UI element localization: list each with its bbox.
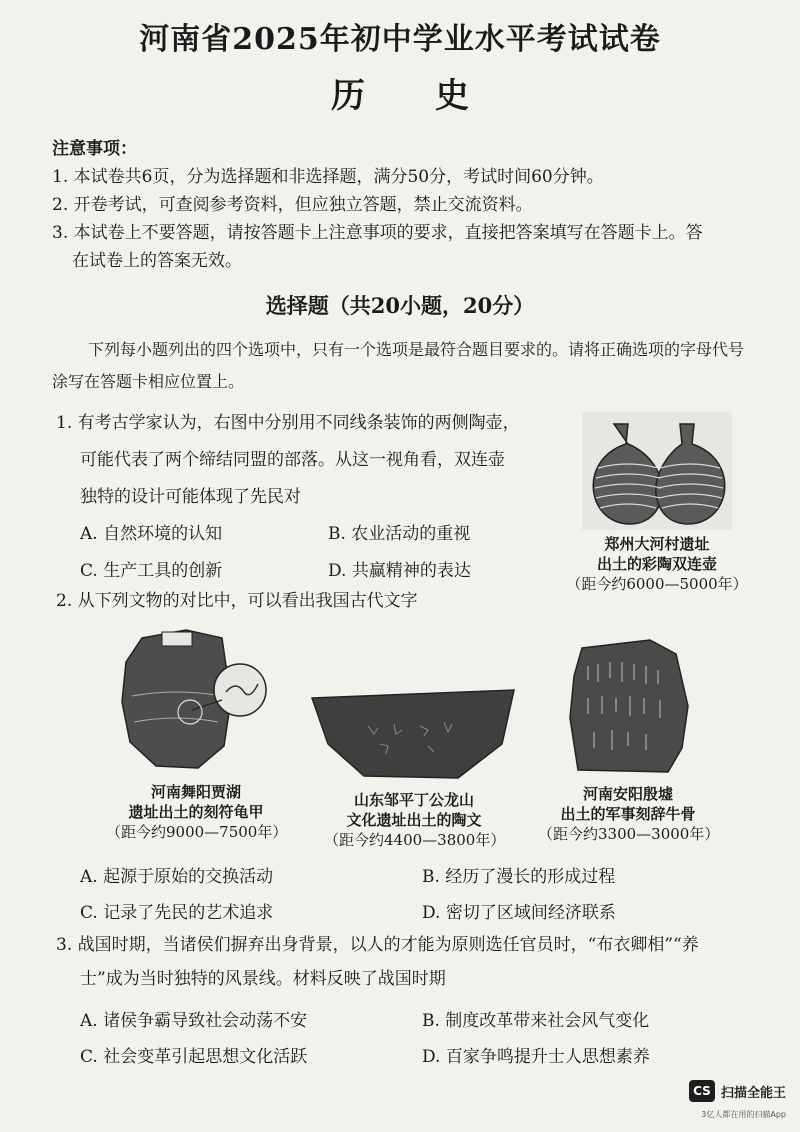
oracle-bone-image xyxy=(564,636,696,776)
question-3-stem: 3. 战国时期，当诸侯们摒弃出身背景，以人的才能为原则选任官员时，“布衣卿相”“养 xyxy=(56,935,699,955)
question-1-stem: 可能代表了两个缔结同盟的部落。从这一视角看，双连壶 xyxy=(80,450,505,470)
pottery-shard-image xyxy=(308,686,520,782)
notice-item: 在试卷上的答案无效。 xyxy=(72,251,242,271)
figure-caption-date: （距今约4400—3800年） xyxy=(324,831,506,849)
scanner-watermark xyxy=(689,1080,786,1102)
question-3-option-a: A. 诸侯争霸导致社会动荡不安 xyxy=(80,1011,308,1031)
question-1-option-b: B. 农业活动的重视 xyxy=(328,524,471,544)
figure-caption-date: （距今约6000—5000年） xyxy=(566,575,748,593)
notice-item: 3. 本试卷上不要答题，请按答题卡上注意事项的要求，直接把答案填写在答题卡上。答 xyxy=(52,223,703,243)
turtle-shell-image xyxy=(112,626,282,774)
question-2-option-d: D. 密切了区域间经济联系 xyxy=(422,903,616,923)
double-pot-image xyxy=(582,412,732,530)
scanner-app-name: 扫描全能王 xyxy=(720,1085,786,1101)
figure-caption: 遗址出土的刻符龟甲 xyxy=(128,803,264,821)
question-2-option-c: C. 记录了先民的艺术追求 xyxy=(80,903,274,923)
section-instruction: 下列每小题列出的四个选项中，只有一个选项是最符合题目要求的。请将正确选项的字母代号涂写在答题卡相应位置上。 xyxy=(52,340,745,391)
scanner-logo-icon: CS xyxy=(689,1080,715,1102)
section-title: 选择题（共20小题，20分） xyxy=(265,293,535,318)
exam-title: 河南省2025年初中学业水平考试试卷 xyxy=(139,22,661,57)
figure-caption: 河南舞阳贾湖 xyxy=(150,783,241,801)
question-1-option-c: C. 生产工具的创新 xyxy=(80,561,223,581)
figure-caption: 山东邹平丁公龙山 xyxy=(353,791,474,809)
question-2-option-a: A. 起源于原始的交换活动 xyxy=(80,867,274,887)
question-1-option-a: A. 自然环境的认知 xyxy=(80,524,223,544)
question-3-option-d: D. 百家争鸣提升士人思想素养 xyxy=(422,1047,650,1067)
figure-caption-date: （距今约9000—7500年） xyxy=(106,823,288,841)
question-3-option-c: C. 社会变革引起思想文化活跃 xyxy=(80,1047,308,1067)
subject-title: 历史 xyxy=(331,76,539,116)
figure-caption-date: （距今约3300—3000年） xyxy=(538,825,720,843)
scanner-tagline: 3亿人都在用的扫描App xyxy=(701,1110,786,1119)
notice-heading: 注意事项： xyxy=(52,139,137,159)
notice-item: 2. 开卷考试，可查阅参考资料，但应独立答题，禁止交流资料。 xyxy=(52,195,533,215)
question-1-stem: 独特的设计可能体现了先民对 xyxy=(80,487,301,507)
figure-caption: 出土的军事刻辞牛骨 xyxy=(560,805,696,823)
figure-caption: 出土的彩陶双连壶 xyxy=(596,555,717,573)
question-2-option-b: B. 经历了漫长的形成过程 xyxy=(422,867,616,887)
figure-caption: 文化遗址出土的陶文 xyxy=(346,811,482,829)
question-1-stem: 1. 有考古学家认为，右图中分别用不同线条装饰的两侧陶壶， xyxy=(56,413,520,433)
figure-caption: 郑州大河村遗址 xyxy=(604,535,710,553)
question-2-stem: 2. 从下列文物的对比中，可以看出我国古代文字 xyxy=(56,591,418,611)
figure-caption: 河南安阳殷墟 xyxy=(582,785,673,803)
notice-item: 1. 本试卷共6页，分为选择题和非选择题，满分50分，考试时间60分钟。 xyxy=(52,167,604,187)
question-3-stem: 士”成为当时独特的风景线。材料反映了战国时期 xyxy=(80,969,446,989)
question-1-option-d: D. 共赢精神的表达 xyxy=(328,561,471,581)
question-3-option-b: B. 制度改革带来社会风气变化 xyxy=(422,1011,650,1031)
